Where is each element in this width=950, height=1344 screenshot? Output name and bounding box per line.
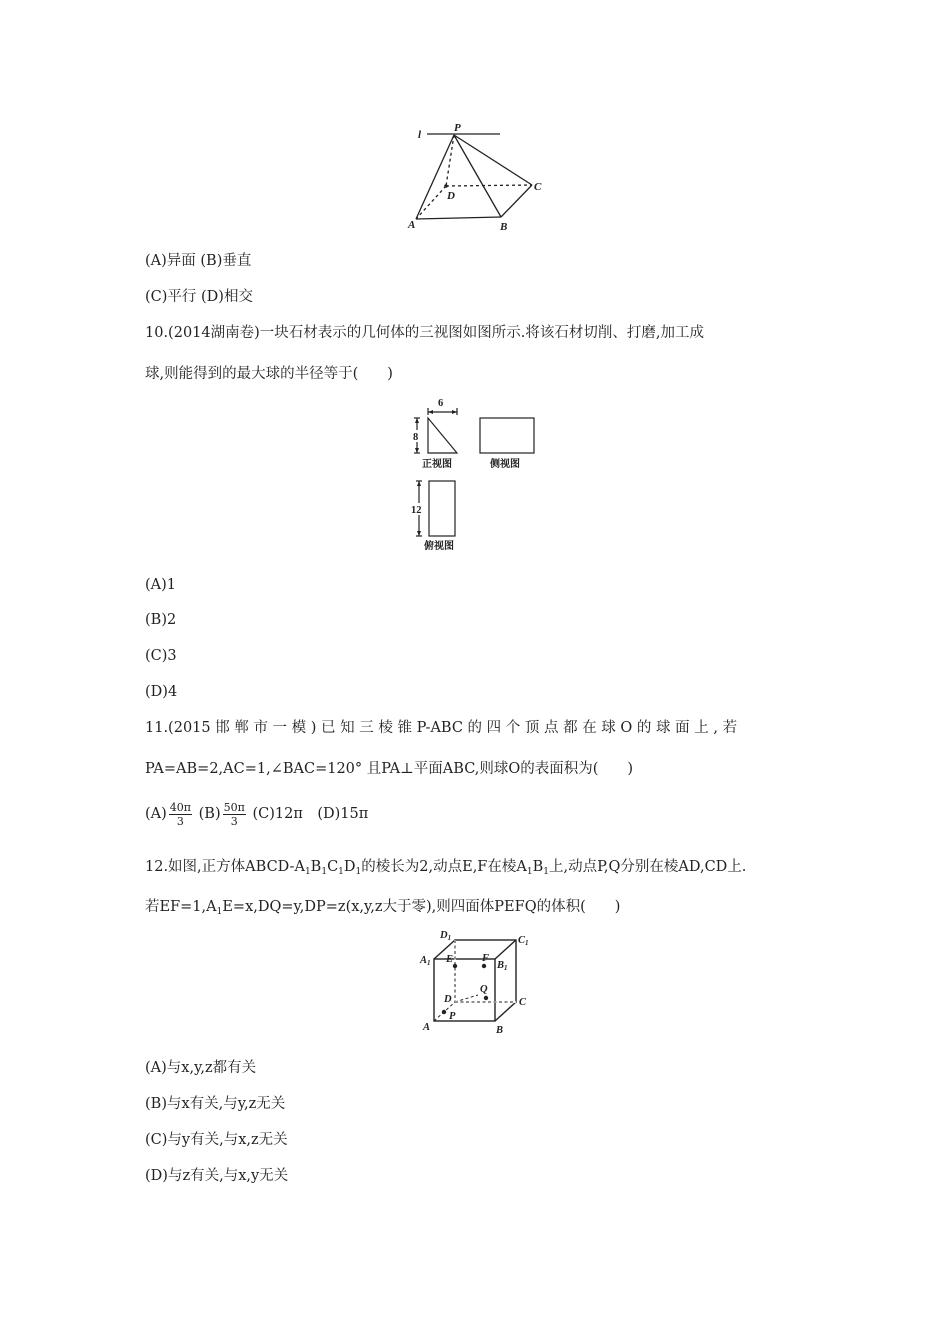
pyramid-figure: [405, 118, 555, 236]
label-C1: C: [518, 935, 526, 946]
label-subscript: 1: [525, 939, 529, 947]
q11-options: [145, 797, 368, 831]
q11-option-b-fraction: [223, 801, 246, 828]
label-D: D: [447, 190, 455, 202]
label-subscript: 1: [504, 964, 508, 972]
q12-option-d: (D)与z有关,与x,y无关: [145, 1168, 289, 1184]
dim-length-label: 12: [411, 505, 422, 516]
q11-option-a-prefix: (A): [145, 806, 167, 822]
dim-height-label: 8: [413, 432, 419, 443]
label-F: F: [482, 953, 490, 964]
front-view-label: 正视图: [422, 459, 452, 470]
svg-text:D1: [439, 930, 451, 942]
q11-option-a-denominator: 3: [176, 814, 184, 828]
label-A1: A: [420, 955, 428, 966]
label-A: A: [408, 219, 416, 231]
q10-option-d: (D)4: [145, 684, 178, 700]
q12-text: D: [343, 859, 356, 875]
dim-width-label: 6: [438, 398, 444, 409]
q12-stem-line1: [145, 857, 746, 882]
label-D1: D: [440, 930, 448, 941]
q12-option-c: (C)与y有关,与x,z无关: [145, 1132, 288, 1148]
label-E: E: [446, 954, 454, 965]
q12-text: 12.如图,正方体ABCD-A: [145, 859, 305, 875]
svg-text:A1: [419, 955, 431, 967]
label-A: A: [423, 1022, 431, 1033]
q11-stem-line1: 11.(2015 邯 郸 市 一 模 ) 已 知 三 棱 锥 P-ABC 的 四 个 顶 点 都 在 球 O 的 球 面 上 , 若: [145, 720, 738, 736]
q10-option-a: (A)1: [145, 577, 177, 593]
q9-options-row2: (C)平行 (D)相交: [145, 289, 253, 305]
q10-option-c: (C)3: [145, 648, 177, 664]
q11-option-b-denominator: 3: [230, 814, 238, 828]
label-B: B: [500, 221, 508, 233]
top-view-rect: [429, 481, 455, 536]
label-P: P: [454, 122, 461, 134]
q12-option-b: (B)与x有关,与y,z无关: [145, 1096, 286, 1112]
q11-option-a-fraction: [169, 801, 192, 828]
label-D: D: [444, 994, 452, 1005]
q10-stem-line1: 10.(2014湖南卷)一块石材表示的几何体的三视图如图所示.将该石材切削、打磨,加工成: [145, 325, 704, 341]
q11-stem-line2: PA=AB=2,AC=1,∠BAC=120° 且PA⊥平面ABC,则球O的表面积为( ): [145, 761, 634, 777]
subscript: 1: [338, 867, 344, 877]
side-view-rect: [480, 418, 534, 453]
q12-option-a: (A)与x,y,z都有关: [145, 1060, 257, 1076]
q12-text: C: [327, 859, 339, 875]
q11-option-a-numerator: 40π: [169, 800, 192, 814]
subscript: 1: [355, 867, 362, 877]
q12-text: B: [532, 859, 544, 875]
subscript: 1: [543, 867, 549, 877]
q12-text: 上,动点P,Q分别在棱AD,CD上.: [548, 859, 747, 875]
label-B: B: [496, 1025, 504, 1036]
label-C: C: [519, 997, 527, 1008]
front-view-triangle: [428, 418, 457, 453]
label-B1: B: [497, 960, 505, 971]
q11-option-cd: (C)12π (D)15π: [252, 806, 369, 822]
side-view-label: 侧视图: [490, 459, 520, 470]
label-l: l: [418, 129, 422, 141]
q12-text: 的棱长为2,动点E,F在棱A: [361, 859, 527, 875]
q9-options-row1: (A)异面 (B)垂直: [145, 253, 252, 269]
cube-figure: [418, 926, 543, 1038]
subscript: 1: [304, 867, 311, 877]
q12-text: B: [310, 859, 322, 875]
svg-text:B1: [496, 960, 508, 972]
q12-text: 若EF=1,A: [145, 899, 217, 915]
subscript: 1: [216, 907, 223, 917]
subscript: 1: [526, 867, 533, 877]
q11-option-b-numerator: 50π: [223, 800, 245, 814]
q12-stem-line2: [145, 897, 620, 922]
label-Q: Q: [480, 984, 488, 995]
svg-text:C1: [518, 935, 529, 947]
label-subscript: 1: [447, 934, 452, 942]
top-view-label: 俯视图: [424, 541, 454, 552]
q10-stem-line2: 球,则能得到的最大球的半径等于( ): [145, 366, 393, 382]
label-subscript: 1: [427, 959, 431, 967]
q11-option-b-prefix: (B): [198, 806, 221, 822]
label-P: P: [449, 1011, 456, 1022]
label-C: C: [534, 181, 542, 193]
q12-text: E=x,DQ=y,DP=z(x,y,z大于零),则四面体PEFQ的体积( ): [222, 899, 621, 915]
subscript: 1: [321, 867, 328, 877]
q10-option-b: (B)2: [145, 612, 177, 628]
three-views-figure: [408, 394, 543, 554]
